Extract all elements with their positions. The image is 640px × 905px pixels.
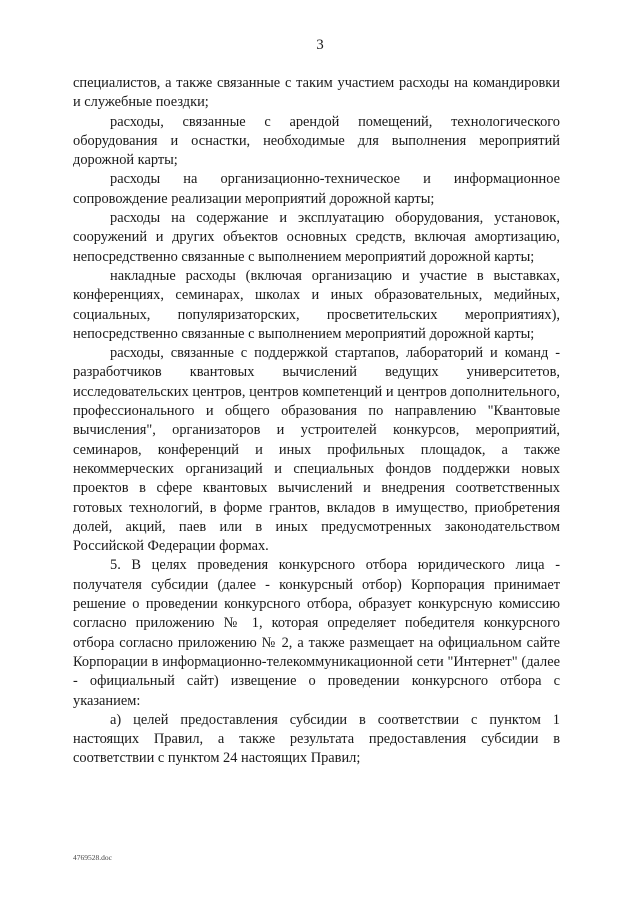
paragraph-clause-5: 5. В целях проведения конкурсного отбора юридического лица - получателя субсидии (далее - конкурсный отбор) Корпорация принимает решение о проведении конкурсного отбора, образует конкурсную комиссию согласно приложению № 1, которая определяет победителя конкурсного отбора согласно приложению № 2, а также размещает на официальном сайте Корпорации в информационно-телекоммуникационной сети "Интернет" (далее - официальный сайт) извещение о проведении конкурсного отбора с указанием: [73, 557, 560, 709]
paragraph-maintenance-expenses: расходы на содержание и эксплуатацию оборудования, установок, сооружений и других объектов основных средств, включая амортизацию, непосредственно связанные с выполнением мероприятий дорожной карты; [73, 210, 560, 265]
paragraph-subclause-a: а) целей предоставления субсидии в соответствии с пунктом 1 настоящих Правил, а также результата предоставления субсидии в соответствии с пунктом 24 настоящих Правил; [73, 711, 560, 767]
footer-doc-id: 4769528.doc [73, 853, 112, 862]
document-body [73, 74, 560, 769]
paragraph-continuation: специалистов, а также связанные с таким участием расходы на командировки и служебные поездки; [73, 75, 560, 111]
paragraph-overhead-expenses: накладные расходы (включая организацию и участие в выставках, конференциях, семинарах, школах и иных образовательных, медийных, социальных, популяризаторских, просветительских мероприятиях), непосредственно связанные с выполнением мероприятий дорожной карты; [73, 267, 560, 342]
paragraph-startup-support-expenses: расходы, связанные с поддержкой стартапов, лабораторий и команд - разработчиков квантовых вычислений ведущих университетов, исследовательских центров, центров компетенций и центров дополнительного, профессионального и общего образования по направлению "Квантовые вычисления", организаторов и устроителей конкурсов, мероприятий, семинаров, конференций и иных профильных площадок, а также некоммерческих организаций и специальных фондов поддержки новых проектов в сфере квантовых вычислений и внедрения соответственных готовых технологий, в форме грантов, вкладов в имущество, приобретения долей, акций, паев или в иных предусмотренных законодательством Российской Федерации формах. [73, 345, 560, 555]
page-number: 3 [316, 37, 324, 53]
paragraph-organizational-expenses: расходы на организационно-техническое и информационное сопровождение реализации мероприятий дорожной карты; [73, 171, 560, 207]
paragraph-rental-expenses: расходы, связанные с арендой помещений, технологического оборудования и оснастки, необходимые для выполнения мероприятий дорожной карты; [73, 113, 560, 169]
